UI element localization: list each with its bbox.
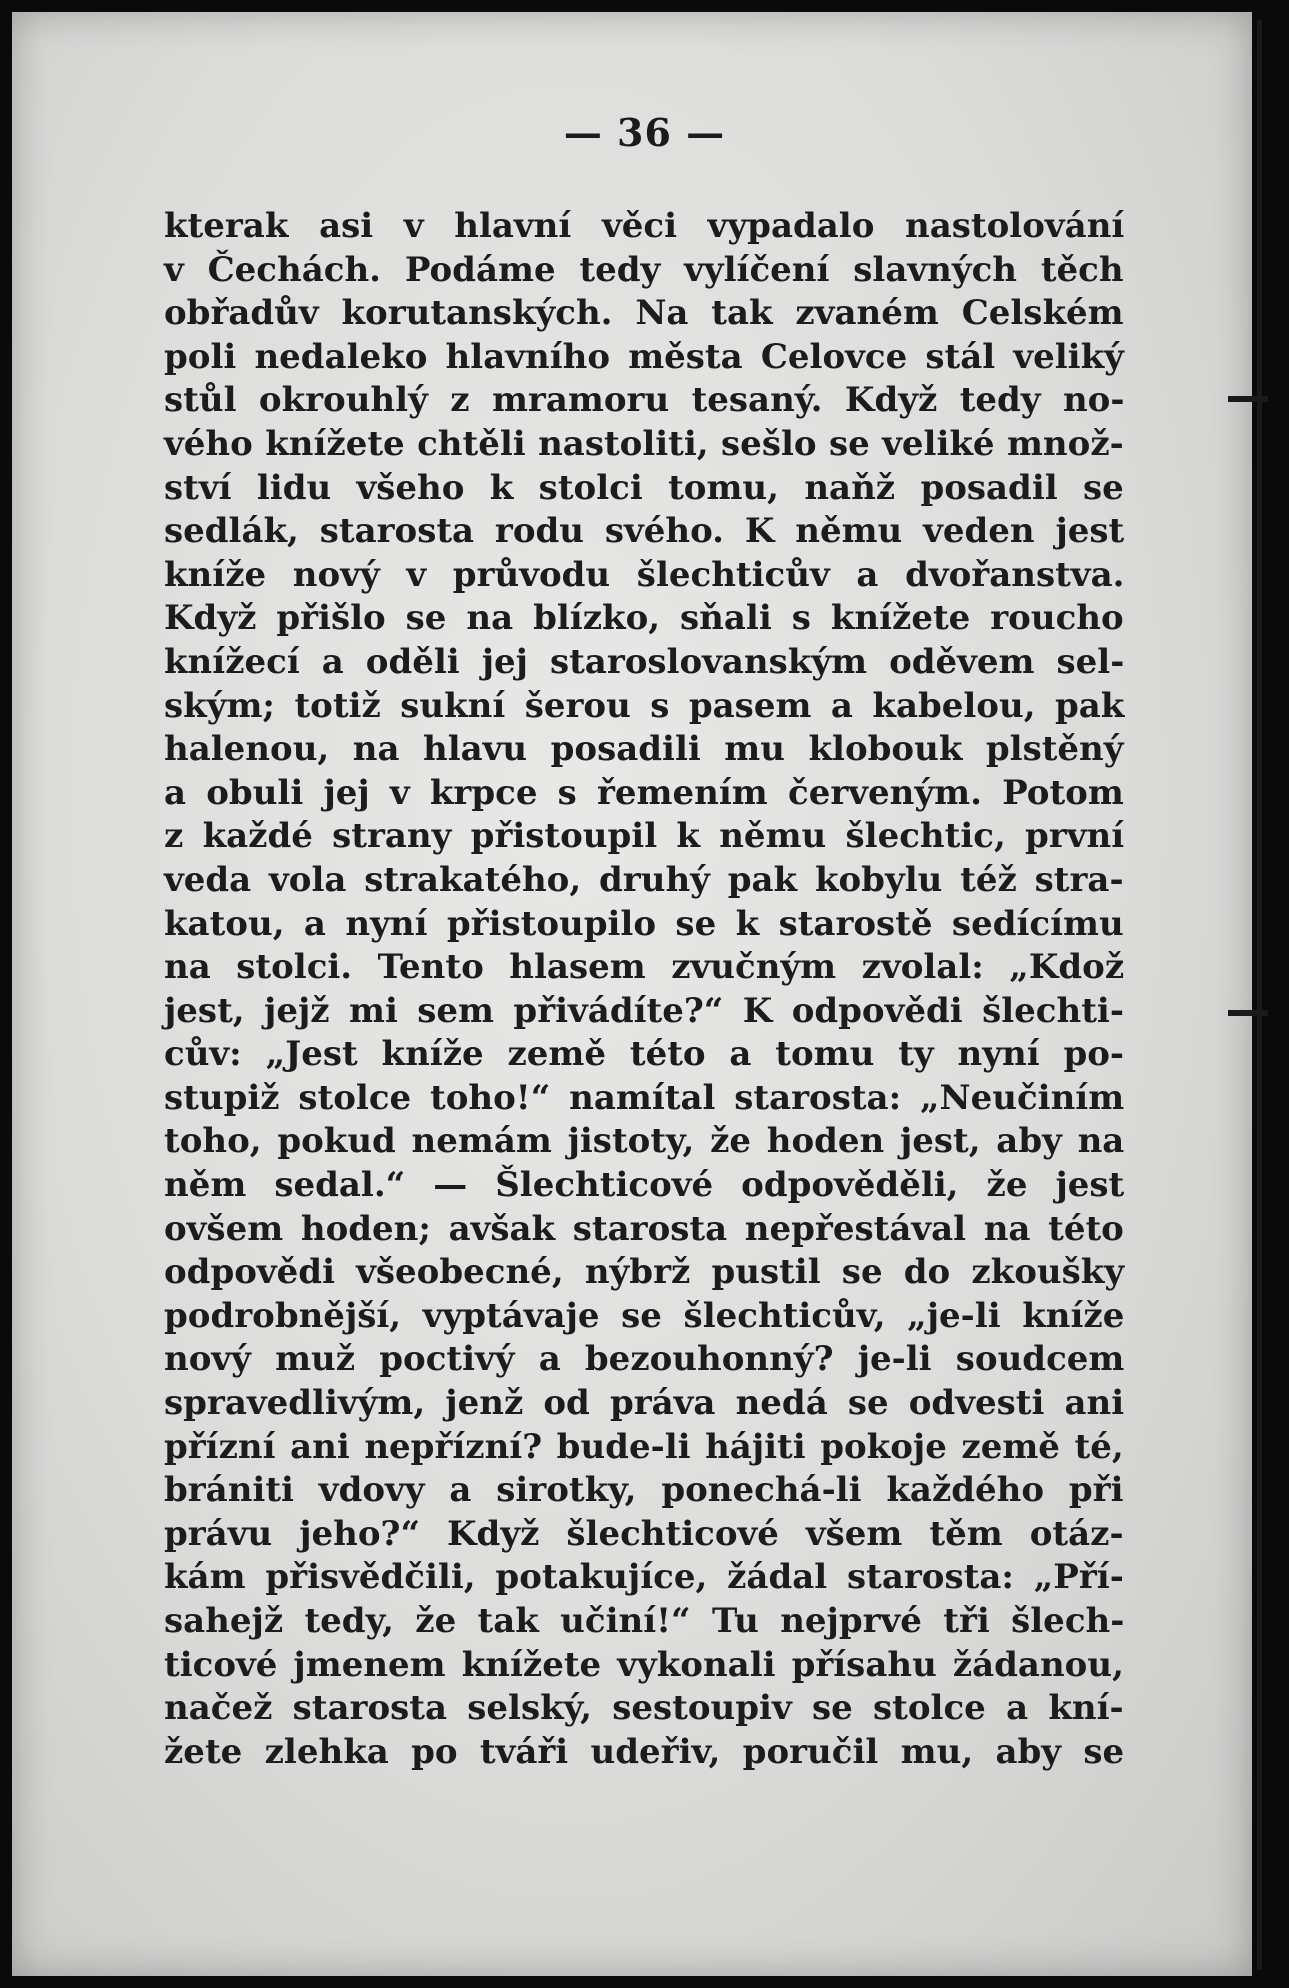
text-line: nový muž poctivý a bezouhonný? je-li soudcem: [164, 1339, 1125, 1380]
text-line: kterak asi v hlavní věci vypadalo nastolování: [164, 206, 1125, 246]
text-line: v Čechách. Podáme tedy vylíčení slavných těch: [164, 249, 1124, 290]
text-line: právu jeho?“ Když šlechticové všem těm otáz-: [164, 1513, 1124, 1554]
text-line: stůl okrouhlý z mramoru tesaný. Když tedy no-: [164, 380, 1125, 421]
text-line: knížecí a oděli jej staroslovanským oděvem sel-: [164, 641, 1125, 682]
text-line: přízní ani nepřízní? bude-li hájiti pokoje země té,: [164, 1426, 1124, 1467]
text-line: katou, a nyní přistoupilo se k starostě sedícímu: [164, 903, 1124, 944]
text-line: obřadův korutanských. Na tak zvaném Celském: [164, 293, 1124, 334]
body-text: [164, 205, 1124, 1774]
binding-rule: [1257, 20, 1262, 1970]
text-line: něm sedal.“ — Šlechticové odpověděli, že jest: [164, 1165, 1125, 1206]
text-line: poli nedaleko hlavního města Celovce stál veliký: [164, 336, 1124, 377]
text-line: kníže nový v průvodu šlechticův a dvořanstva.: [164, 554, 1125, 595]
text-line: halenou, na hlavu posadili mu klobouk plstěný: [164, 729, 1124, 770]
text-line: ovšem hoden; avšak starosta nepřestával na této: [164, 1208, 1124, 1249]
text-line: spravedlivým, jenž od práva nedá se odvesti ani: [164, 1383, 1125, 1424]
binding-rule-tick: [1228, 396, 1268, 402]
text-line: ským; totiž sukní šerou s pasem a kabelou, pak: [164, 685, 1125, 726]
text-line: veda vola strakatého, druhý pak kobylu též stra-: [164, 859, 1124, 900]
text-line: kám přisvědčili, potakujíce, žádal starosta: „Pří-: [164, 1557, 1124, 1598]
text-line: Když přišlo se na blízko, sňali s knížete roucho: [164, 598, 1124, 639]
text-line: na stolci. Tento hlasem zvučným zvolal: „Kdož: [164, 947, 1125, 988]
text-line: cův: „Jest kníže země této a tomu ty nyní po-: [164, 1034, 1125, 1075]
binding-rule-tick: [1228, 1010, 1268, 1016]
text-line: sedlák, starosta rodu svého. K němu veden jest: [164, 511, 1125, 552]
text-line: toho, pokud nemám jistoty, že hoden jest, aby na: [164, 1121, 1125, 1162]
text-line: sahejž tedy, že tak učiní!“ Tu nejprvé tři šlech-: [164, 1601, 1125, 1641]
text-line: z každé strany přistoupil k němu šlechtic, první: [164, 816, 1125, 857]
text-line: ství lidu všeho k stolci tomu, naňž posadil se: [164, 467, 1124, 508]
text-line: žete zlehka po tváři udeřiv, poručil mu, aby se: [164, 1731, 1125, 1772]
text-line: podrobnější, vyptávaje se šlechticův, „je-li kníže: [164, 1295, 1125, 1336]
text-line: vého knížete chtěli nastoliti, sešlo se veliké množ-: [164, 423, 1124, 464]
text-line: odpovědi všeobecné, nýbrž pustil se do zkoušky: [164, 1252, 1125, 1293]
text-line: ticové jmenem knížete vykonali přísahu žádanou,: [164, 1644, 1124, 1685]
text-line: brániti vdovy a sirotky, ponechá-li každého při: [164, 1470, 1124, 1511]
text-line: stupiž stolce toho!“ namítal starosta: „Neučiním: [164, 1077, 1125, 1118]
page-number: — 36 —: [563, 110, 726, 155]
text-line: a obuli jej v krpce s řemením červeným. Potom: [164, 772, 1124, 813]
text-line: jest, jejž mi sem přivádíte?“ K odpovědi šlechti-: [164, 990, 1124, 1031]
text-line: načež starosta selský, sestoupiv se stolce a kní-: [164, 1688, 1124, 1729]
